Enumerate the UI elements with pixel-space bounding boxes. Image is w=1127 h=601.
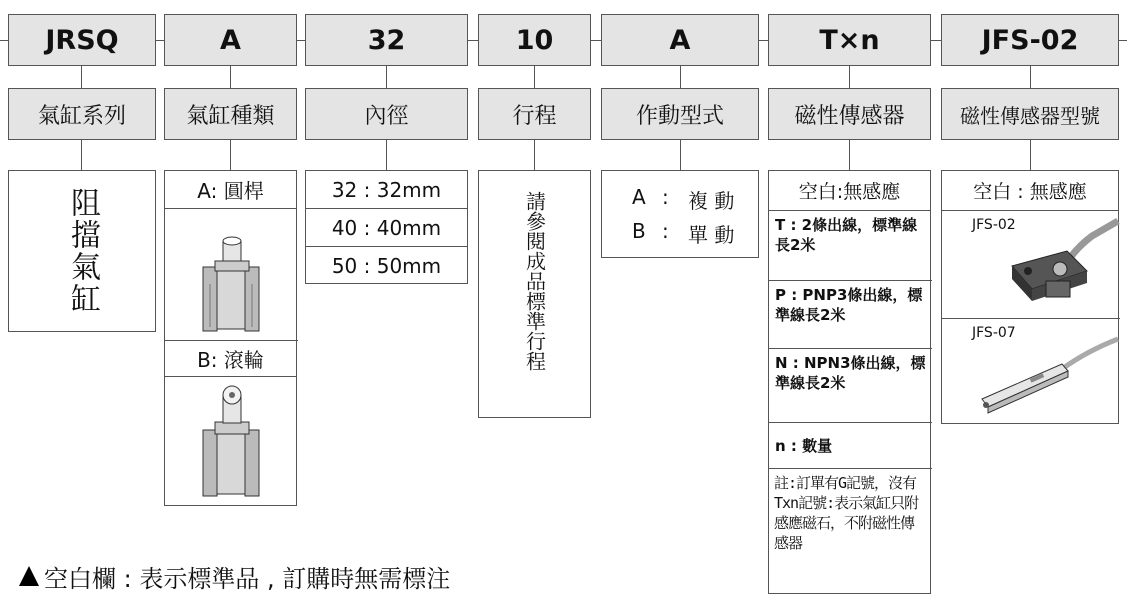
rod-cylinder-image <box>165 209 298 341</box>
model-detail <box>941 170 1119 424</box>
cat-sensor: 磁性傳感器 <box>768 88 931 140</box>
connector <box>386 140 387 170</box>
sensor-blank: 空白:無感應 <box>769 171 930 211</box>
code-action: A <box>601 14 759 66</box>
series-detail <box>8 170 156 332</box>
roller-cylinder-image <box>165 377 298 505</box>
cat-action: 作動型式 <box>601 88 759 140</box>
connector <box>849 140 850 170</box>
connector <box>680 140 681 170</box>
connector <box>230 140 231 170</box>
footer-note <box>18 560 450 592</box>
code-stroke: 10 <box>478 14 591 66</box>
sensor-detail <box>768 170 931 594</box>
code-sensor-model: JFS-02 <box>941 14 1119 66</box>
cat-type: 氣缸種類 <box>164 88 297 140</box>
model-blank: 空白 : 無感應 <box>942 171 1118 211</box>
type-detail <box>164 170 297 506</box>
action-detail <box>601 170 759 258</box>
type-a-label: A: 圓桿 <box>165 171 296 209</box>
connector <box>534 140 535 170</box>
sensor-p: P : PNP3條出線，標準線長2米 <box>769 281 932 349</box>
cat-sensor-model: 磁性傳感器型號 <box>941 88 1119 140</box>
sensor-t: T : 2條出線，標準線長2米 <box>769 211 932 281</box>
connector <box>230 66 231 88</box>
sensor-n: N : NPN3條出線，標準線長2米 <box>769 349 932 423</box>
series-desc: 阻擋氣缸 <box>65 187 100 315</box>
action-a-val: 複 動 <box>688 189 735 213</box>
code-sensor: T×n <box>768 14 931 66</box>
footer-text: 空白欄 : 表示標準品 , 訂購時無需標注 <box>44 564 451 593</box>
stroke-detail <box>478 170 591 418</box>
model-jfs02 <box>942 211 1120 319</box>
type-b-label: B: 滾輪 <box>165 341 296 377</box>
connector <box>534 66 535 88</box>
sensor-note: 註:訂單有G記號，沒有Txn記號:表示氣缸只附感應磁石，不附磁性傳感器 <box>774 474 919 552</box>
action-b-val: 單 動 <box>688 223 735 247</box>
bore-32: 32 : 32mm <box>306 171 467 209</box>
model-jfs07 <box>942 319 1120 423</box>
cat-bore: 內徑 <box>305 88 468 140</box>
colon: : <box>662 185 669 209</box>
code-bore: 32 <box>305 14 468 66</box>
sensor-jfs02-image <box>942 211 1120 317</box>
cat-stroke: 行程 <box>478 88 591 140</box>
bore-50: 50 : 50mm <box>331 253 442 278</box>
cat-series: 氣缸系列 <box>8 88 156 140</box>
bore-detail <box>305 170 468 284</box>
warning-triangle-icon <box>18 565 40 587</box>
stroke-note: 請參閱成品標準行程 <box>522 191 547 371</box>
connector <box>1030 140 1031 170</box>
colon: : <box>662 219 669 243</box>
connector <box>386 66 387 88</box>
code-series: JRSQ <box>8 14 156 66</box>
model-jfs02-label: JFS-02 <box>972 217 1016 233</box>
action-a-key: A <box>632 185 646 209</box>
sensor-qty: n : 數量 <box>769 423 932 469</box>
connector <box>680 66 681 88</box>
bore-40: 40 : 40mm <box>306 209 467 247</box>
sensor-jfs07-image <box>942 319 1120 423</box>
model-jfs07-label: JFS-07 <box>972 325 1016 341</box>
connector <box>1030 66 1031 88</box>
code-type: A <box>164 14 297 66</box>
connector <box>81 140 82 170</box>
connector <box>849 66 850 88</box>
connector <box>81 66 82 88</box>
action-b-key: B <box>632 219 646 243</box>
